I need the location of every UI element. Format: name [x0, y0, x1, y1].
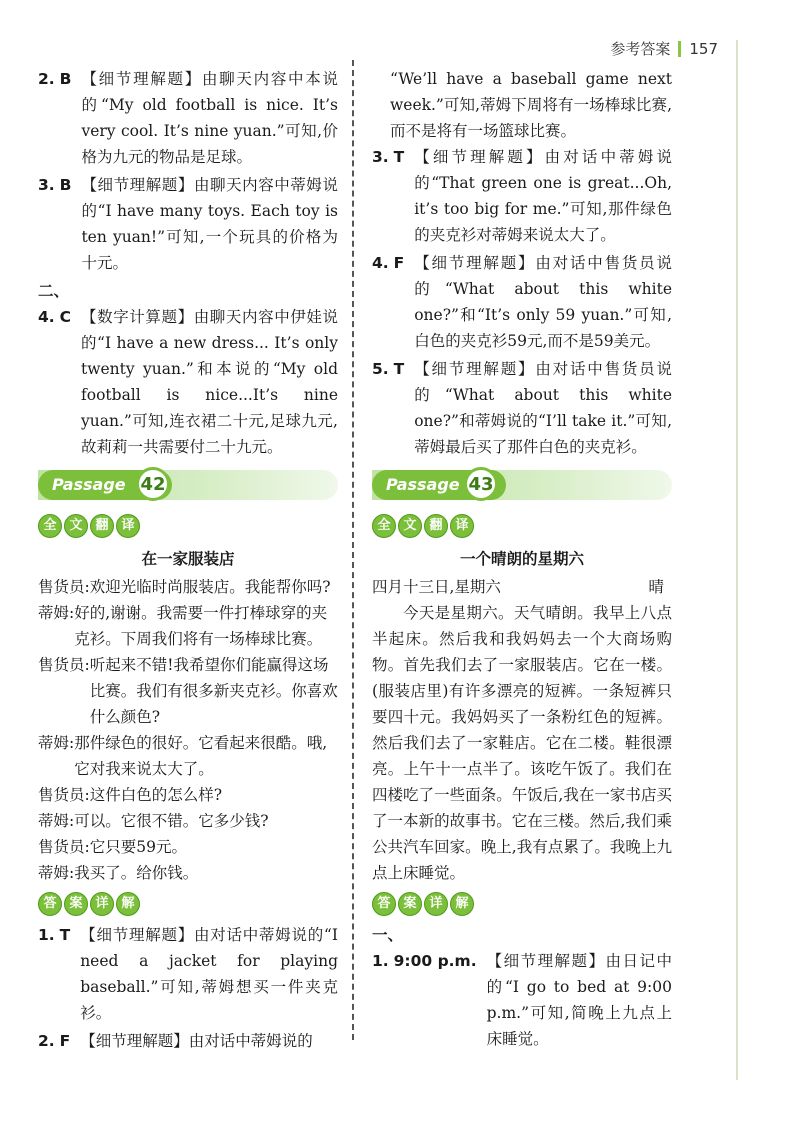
utterance: 那件绿色的很好。它看起来很酷。哦,它对我来说太大了。 — [74, 734, 328, 778]
answer-item — [38, 1028, 338, 1054]
badge-char: 解 — [450, 892, 474, 916]
item-explanation: 由聊天内容中本说的“My old football is nice. It’s very cool. It’s nine yuan.”可知,价格为九元的物品是足球。 — [81, 70, 338, 166]
badge-char: 案 — [64, 892, 88, 916]
header-divider — [678, 41, 681, 57]
story-title: 一个晴朗的星期六 — [459, 549, 584, 568]
dialogue-line — [38, 808, 338, 834]
left-column — [38, 66, 338, 1056]
answer-item — [38, 922, 338, 1026]
badge-char: 文 — [398, 514, 422, 538]
dialogue-line — [38, 574, 338, 600]
item-explanation: 由对话中蒂姆说的 — [188, 1032, 313, 1050]
dialogue-line — [38, 782, 338, 808]
item-explanation: 由聊天内容中伊娃说的“I have a new dress... It’s only twenty yuan.”和本说的“My old football is nice...It’s nine yuan.”可知,连衣裙二十元,足球九元,故莉莉一共需要付二十九元。 — [81, 308, 338, 456]
badge-char: 全 — [38, 514, 62, 538]
answer-item — [372, 250, 672, 354]
item-number: 5. — [372, 360, 389, 378]
item-explanation: 由对话中售货员说的“What about this white one?”和“It’s only 59 yuan.”可知,白色的夹克衫59元,而不是59美元。 — [414, 254, 672, 350]
diary-header — [372, 574, 672, 600]
utterance: 欢迎光临时尚服装店。我能帮你吗? — [89, 578, 331, 596]
badge-char: 翻 — [90, 514, 114, 538]
speaker: 蒂姆: — [38, 734, 75, 752]
badge-char: 详 — [424, 892, 448, 916]
item-number: 3. — [38, 176, 55, 194]
item-answer: F — [393, 254, 405, 272]
item-answer: F — [59, 1032, 71, 1050]
utterance: 它只要59元。 — [89, 838, 187, 856]
badge-char: 文 — [64, 514, 88, 538]
answer-item — [38, 172, 338, 276]
right-column — [372, 66, 672, 1054]
item-explanation: 由对话中蒂姆说的“That green one is great...Oh, it’s too big for me.”可知,那件绿色的夹克衫对蒂姆来说太大了。 — [414, 148, 672, 244]
item-answer: C — [59, 308, 72, 326]
section-title: 参考答案 — [610, 40, 671, 58]
question-type-tag: 【细节理解题】 — [81, 176, 194, 194]
dialogue-line — [38, 860, 338, 886]
question-type-tag: 【细节理解题】 — [486, 952, 606, 970]
question-type-tag: 【数字计算题】 — [81, 308, 194, 326]
page-number: 157 — [689, 39, 718, 58]
story-title: 在一家服装店 — [141, 549, 235, 568]
item-number: 4. — [372, 254, 389, 272]
speaker: 蒂姆: — [38, 604, 75, 622]
item-answer: T — [59, 926, 71, 944]
translation-badge — [372, 514, 474, 538]
speaker: 蒂姆: — [38, 812, 75, 830]
passage-label: Passage — [38, 470, 172, 500]
answer-item — [372, 948, 672, 1052]
speaker: 蒂姆: — [38, 864, 75, 882]
item-explanation: 由日记中的“I go to bed at 9:00 p.m.”可知,简晚上九点上床睡觉。 — [486, 952, 672, 1048]
section-heading: 二、 — [38, 282, 70, 300]
item-number: 4. — [38, 308, 55, 326]
dialogue-line — [38, 600, 338, 652]
item-number: 3. — [372, 148, 389, 166]
question-type-tag: 【细节理解题】 — [81, 70, 202, 88]
dialogue-line — [38, 652, 338, 730]
item-number: 1. — [372, 952, 389, 970]
speaker: 售货员: — [38, 786, 90, 804]
utterance: 听起来不错!我希望你们能赢得这场比赛。我们有很多新夹克衫。你喜欢什么颜色? — [89, 656, 338, 726]
badge-char: 案 — [398, 892, 422, 916]
item-number: 2. — [38, 1032, 55, 1050]
page-edge-line — [736, 40, 738, 1080]
answer-item — [38, 66, 338, 170]
item-number: 1. — [38, 926, 55, 944]
question-type-tag: 【细节理解题】 — [80, 1032, 189, 1050]
question-type-tag: 【细节理解题】 — [80, 926, 194, 944]
page-header — [610, 38, 718, 59]
diary-date: 四月十三日,星期六 — [372, 578, 501, 596]
item-answer: B — [59, 70, 72, 88]
badge-char: 解 — [116, 892, 140, 916]
continued-explanation: “We’ll have a baseball game next week.”可知,蒂姆下周将有一场棒球比赛,而不是将有一场篮球比赛。 — [390, 70, 672, 140]
badge-char: 全 — [372, 514, 396, 538]
passage-banner — [38, 470, 338, 500]
badge-char: 答 — [372, 892, 396, 916]
item-answer: B — [59, 176, 72, 194]
badge-char: 答 — [38, 892, 62, 916]
item-answer: T — [393, 360, 405, 378]
speaker: 售货员: — [38, 656, 90, 674]
dialogue-line — [38, 834, 338, 860]
badge-char: 译 — [450, 514, 474, 538]
speaker: 售货员: — [38, 838, 90, 856]
item-number: 2. — [38, 70, 55, 88]
translation-badge — [38, 514, 140, 538]
answer-item — [38, 304, 338, 460]
question-type-tag: 【细节理解题】 — [414, 148, 545, 166]
answers-badge — [38, 892, 140, 916]
question-type-tag: 【细节理解题】 — [414, 360, 536, 378]
item-explanation: 由对话中售货员说的“What about this white one?”和蒂姆说的“I’ll take it.”可知,蒂姆最后买了那件白色的夹克衫。 — [414, 360, 672, 456]
utterance: 我买了。给你钱。 — [74, 864, 199, 882]
passage-label: Passage — [372, 470, 506, 500]
item-answer: 9:00 p.m. — [393, 952, 477, 970]
question-type-tag: 【细节理解题】 — [414, 254, 536, 272]
answers-badge — [372, 892, 474, 916]
utterance: 好的,谢谢。我需要一件打棒球穿的夹克衫。下周我们将有一场棒球比赛。 — [74, 604, 328, 648]
badge-char: 详 — [90, 892, 114, 916]
story-paragraph: 今天是星期六。天气晴朗。我早上八点半起床。然后我和我妈妈去一个大商场购物。首先我们去了一家服装店。它在一楼。(服装店里)有许多漂亮的短裤。一条短裤只要四十元。我妈妈买了一条粉红色的短裤。然后我们去了一家鞋店。它在二楼。鞋很漂亮。上午十一点半了。该吃午饭了。我们在四楼吃了一些面条。午饭后,我在一家书店买了一本新的故事书。它在三楼。然后,我们乘公共汽车回家。晚上,我有点累了。我晚上九点上床睡觉。 — [372, 604, 672, 882]
utterance: 这件白色的怎么样? — [89, 786, 223, 804]
diary-weather: 晴 — [648, 578, 664, 596]
badge-char: 翻 — [424, 514, 448, 538]
dialogue-line — [38, 730, 338, 782]
utterance: 可以。它很不错。它多少钱? — [74, 812, 269, 830]
item-answer: T — [393, 148, 405, 166]
answer-item — [372, 356, 672, 460]
item-explanation: 由对话中蒂姆说的“I need a jacket for playing baseball.”可知,蒂姆想买一件夹克衫。 — [80, 926, 338, 1022]
column-divider — [352, 60, 354, 1040]
item-explanation: 由聊天内容中蒂姆说的“I have many toys. Each toy is ten yuan!”可知,一个玩具的价格为十元。 — [81, 176, 338, 272]
speaker: 售货员: — [38, 578, 90, 596]
passage-number: 43 — [464, 467, 498, 501]
answer-item — [372, 144, 672, 248]
badge-char: 译 — [116, 514, 140, 538]
passage-banner — [372, 470, 672, 500]
dialogue — [38, 574, 338, 886]
passage-number: 42 — [136, 467, 170, 501]
section-heading: 一、 — [372, 926, 404, 944]
